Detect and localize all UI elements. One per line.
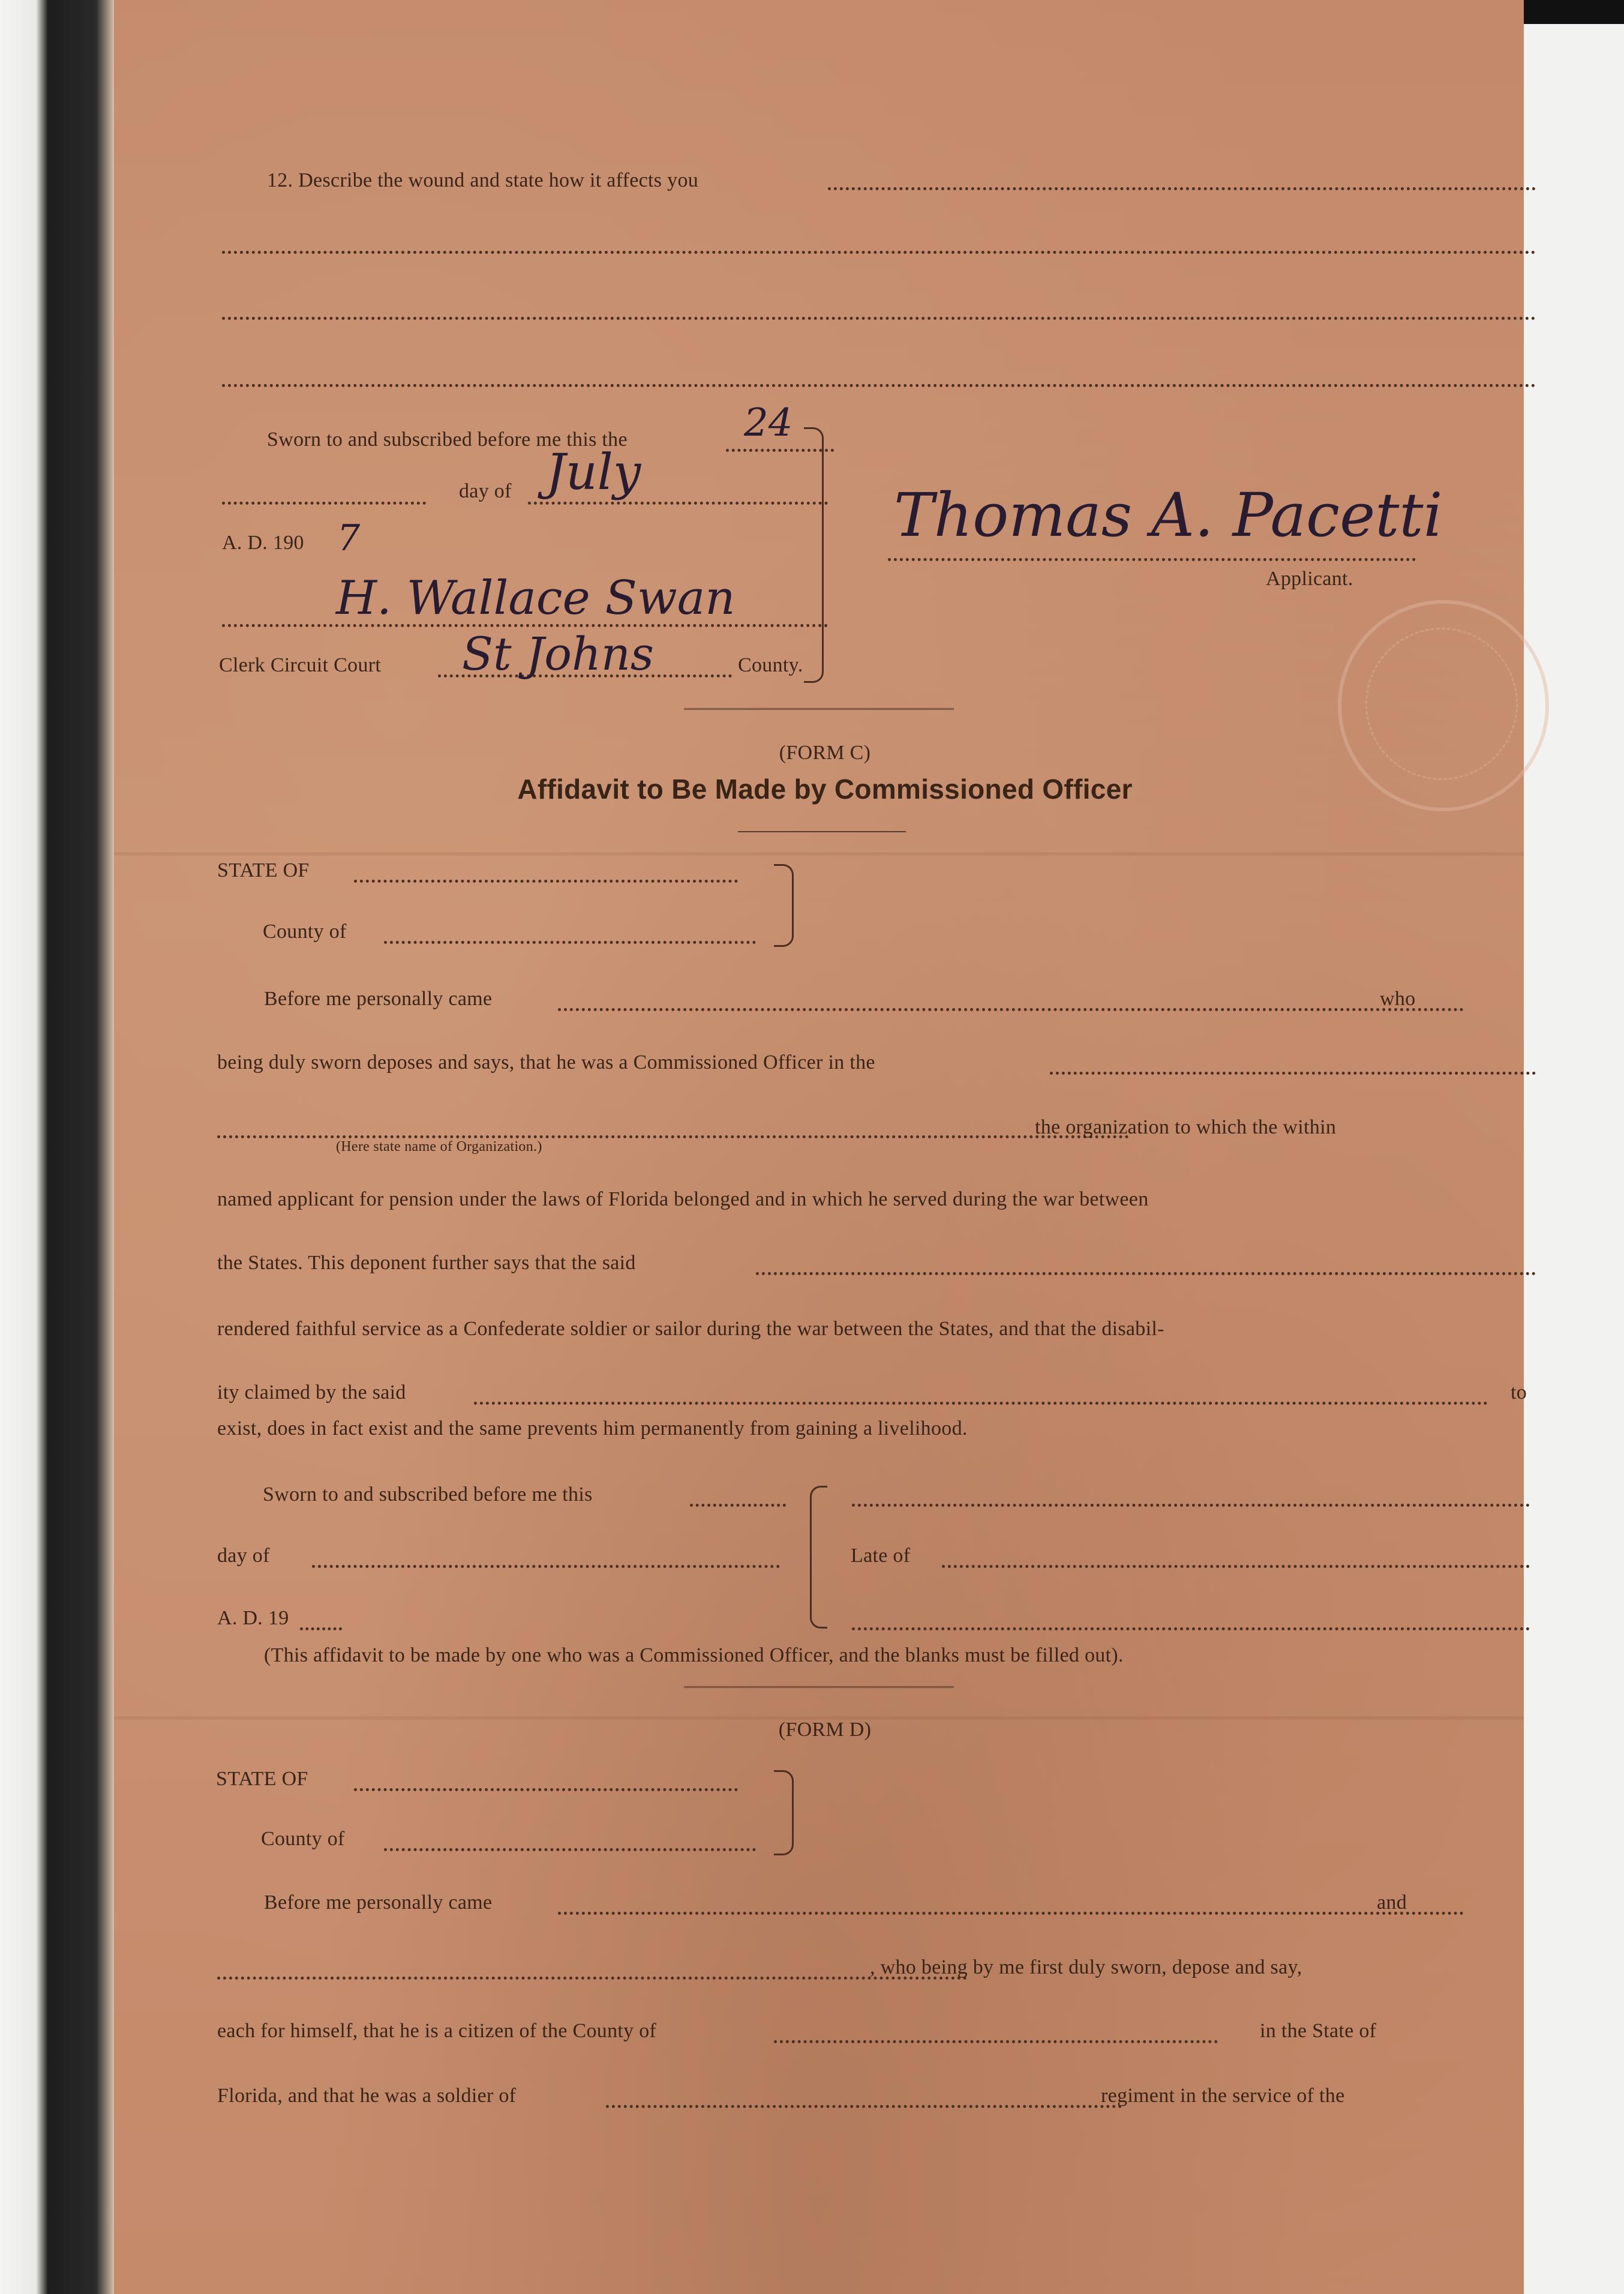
applicant-label: Applicant.: [1266, 568, 1353, 590]
form-c-heading: (FORM C): [779, 742, 871, 764]
section-divider: [684, 1686, 954, 1688]
oath-day-of-text: day of: [459, 480, 512, 502]
form-c-organization-line-2: [217, 1135, 1129, 1138]
form-c-officer-signature-line: [852, 1504, 1530, 1507]
pension-application-page: [114, 0, 1527, 2294]
form-d-state-line: [354, 1788, 738, 1791]
oath-month-line: [528, 502, 828, 505]
form-d-county-of-line: [774, 2040, 1218, 2043]
title-underline: [738, 831, 906, 832]
oath-year-handwriting: 7: [337, 517, 361, 559]
form-d-name-line-1: [558, 1912, 1464, 1915]
clerk-signature: H. Wallace Swan: [336, 571, 736, 625]
form-c-line7-end: to: [1511, 1381, 1527, 1404]
form-d-line3: each for himself, that he is a citizen of the County of: [217, 2020, 657, 2042]
form-d-line3-end: in the State of: [1260, 2020, 1377, 2042]
form-d-line1: Before me personally came: [264, 1891, 493, 1914]
form-c-name-line: [558, 1008, 1464, 1011]
form-d-line4-end: regiment in the service of the: [1101, 2085, 1345, 2107]
oath-sworn-text: Sworn to and subscribed before me this the: [267, 428, 628, 451]
form-d-county-line: [384, 1848, 756, 1851]
answer-line: [222, 251, 1536, 254]
form-c-organization-note: (Here state name of Organization.): [336, 1139, 542, 1155]
scanner-backdrop-top-right: [1524, 0, 1624, 24]
form-c-venue-brace: [774, 864, 794, 947]
form-c-note: (This affidavit to be made by one who was a Commissioned Officer, and the blanks must be filled out).: [264, 1644, 1124, 1666]
form-c-line3-end: the organization to which the within: [1035, 1116, 1337, 1138]
form-c-line2: being duly sworn deposes and says, that he was a Commissioned Officer in the: [217, 1051, 875, 1073]
form-d-state-of: STATE OF: [216, 1768, 308, 1790]
oath-brace: [804, 427, 824, 683]
form-c-line7: ity claimed by the said: [217, 1381, 406, 1404]
form-c-sworn-line: [690, 1504, 786, 1507]
form-d-venue-brace: [774, 1770, 794, 1855]
oath-month-handwriting: July: [546, 444, 641, 501]
oath-blank-line: [222, 502, 426, 505]
form-d-line1-end: and: [1377, 1891, 1407, 1914]
form-c-late-of: Late of: [851, 1545, 911, 1567]
form-c-organization-line: [1050, 1072, 1536, 1075]
form-c-year-line: [300, 1627, 342, 1630]
form-d-regiment-line: [606, 2105, 1122, 2108]
clerk-circuit-court-text: Clerk Circuit Court: [219, 654, 382, 676]
answer-line: [222, 384, 1536, 387]
form-c-line8: exist, does in fact exist and the same prevents him permanently from gaining a livelihood.: [217, 1417, 968, 1440]
form-c-line6: rendered faithful service as a Confederate soldier or sailor during the war between the States, and that the disabil-: [217, 1318, 1164, 1340]
form-c-line4: named applicant for pension under the laws of Florida belonged and in which he served during the war between: [217, 1188, 1149, 1210]
county-label: County.: [738, 654, 803, 676]
applicant-signature: Thomas A. Pacetti: [894, 480, 1443, 550]
form-c-county-of: County of: [263, 920, 347, 943]
form-c-state-line: [354, 880, 738, 883]
form-c-sworn: Sworn to and subscribed before me this: [263, 1483, 593, 1506]
form-d-heading: (FORM D): [778, 1719, 872, 1741]
section-divider: [684, 708, 954, 710]
form-c-claimant-line: [474, 1402, 1488, 1405]
form-c-ad: A. D. 19: [217, 1607, 289, 1629]
form-c-officer-rank-line: [852, 1627, 1530, 1630]
oath-ad-text: A. D. 190: [222, 532, 304, 554]
answer-line: [222, 317, 1536, 320]
clerk-county-handwriting: St Johns: [462, 627, 654, 680]
paper-fold-line: [114, 852, 1524, 856]
form-c-state-of: STATE OF: [217, 859, 310, 881]
applicant-signature-line: [888, 558, 1416, 561]
form-c-title: Affidavit to Be Made by Commissioned Officer: [517, 773, 1133, 805]
form-c-day-of: day of: [217, 1545, 270, 1567]
form-d-line2-end: , who being by me first duly sworn, depose and say,: [870, 1956, 1302, 1978]
form-c-line1-end: who: [1380, 988, 1416, 1010]
form-c-oath-brace: [810, 1486, 827, 1629]
form-d-county-of: County of: [261, 1828, 345, 1850]
question-12-text: 12. Describe the wound and state how it affects you: [267, 169, 699, 191]
form-c-line5: the States. This deponent further says that the said: [217, 1252, 636, 1274]
form-c-line1: Before me personally came: [264, 988, 493, 1010]
form-d-name-line-2: [217, 1977, 967, 1980]
form-d-line4: Florida, and that he was a soldier of: [217, 2085, 517, 2107]
form-c-late-of-line: [942, 1565, 1530, 1568]
question-12-answer-line: [828, 187, 1536, 190]
form-c-county-line: [384, 941, 756, 944]
form-c-said-line: [756, 1272, 1536, 1275]
scanner-backdrop-left: [0, 0, 114, 2294]
form-c-day-line: [312, 1565, 780, 1568]
oath-day-handwriting: 24: [744, 401, 793, 445]
